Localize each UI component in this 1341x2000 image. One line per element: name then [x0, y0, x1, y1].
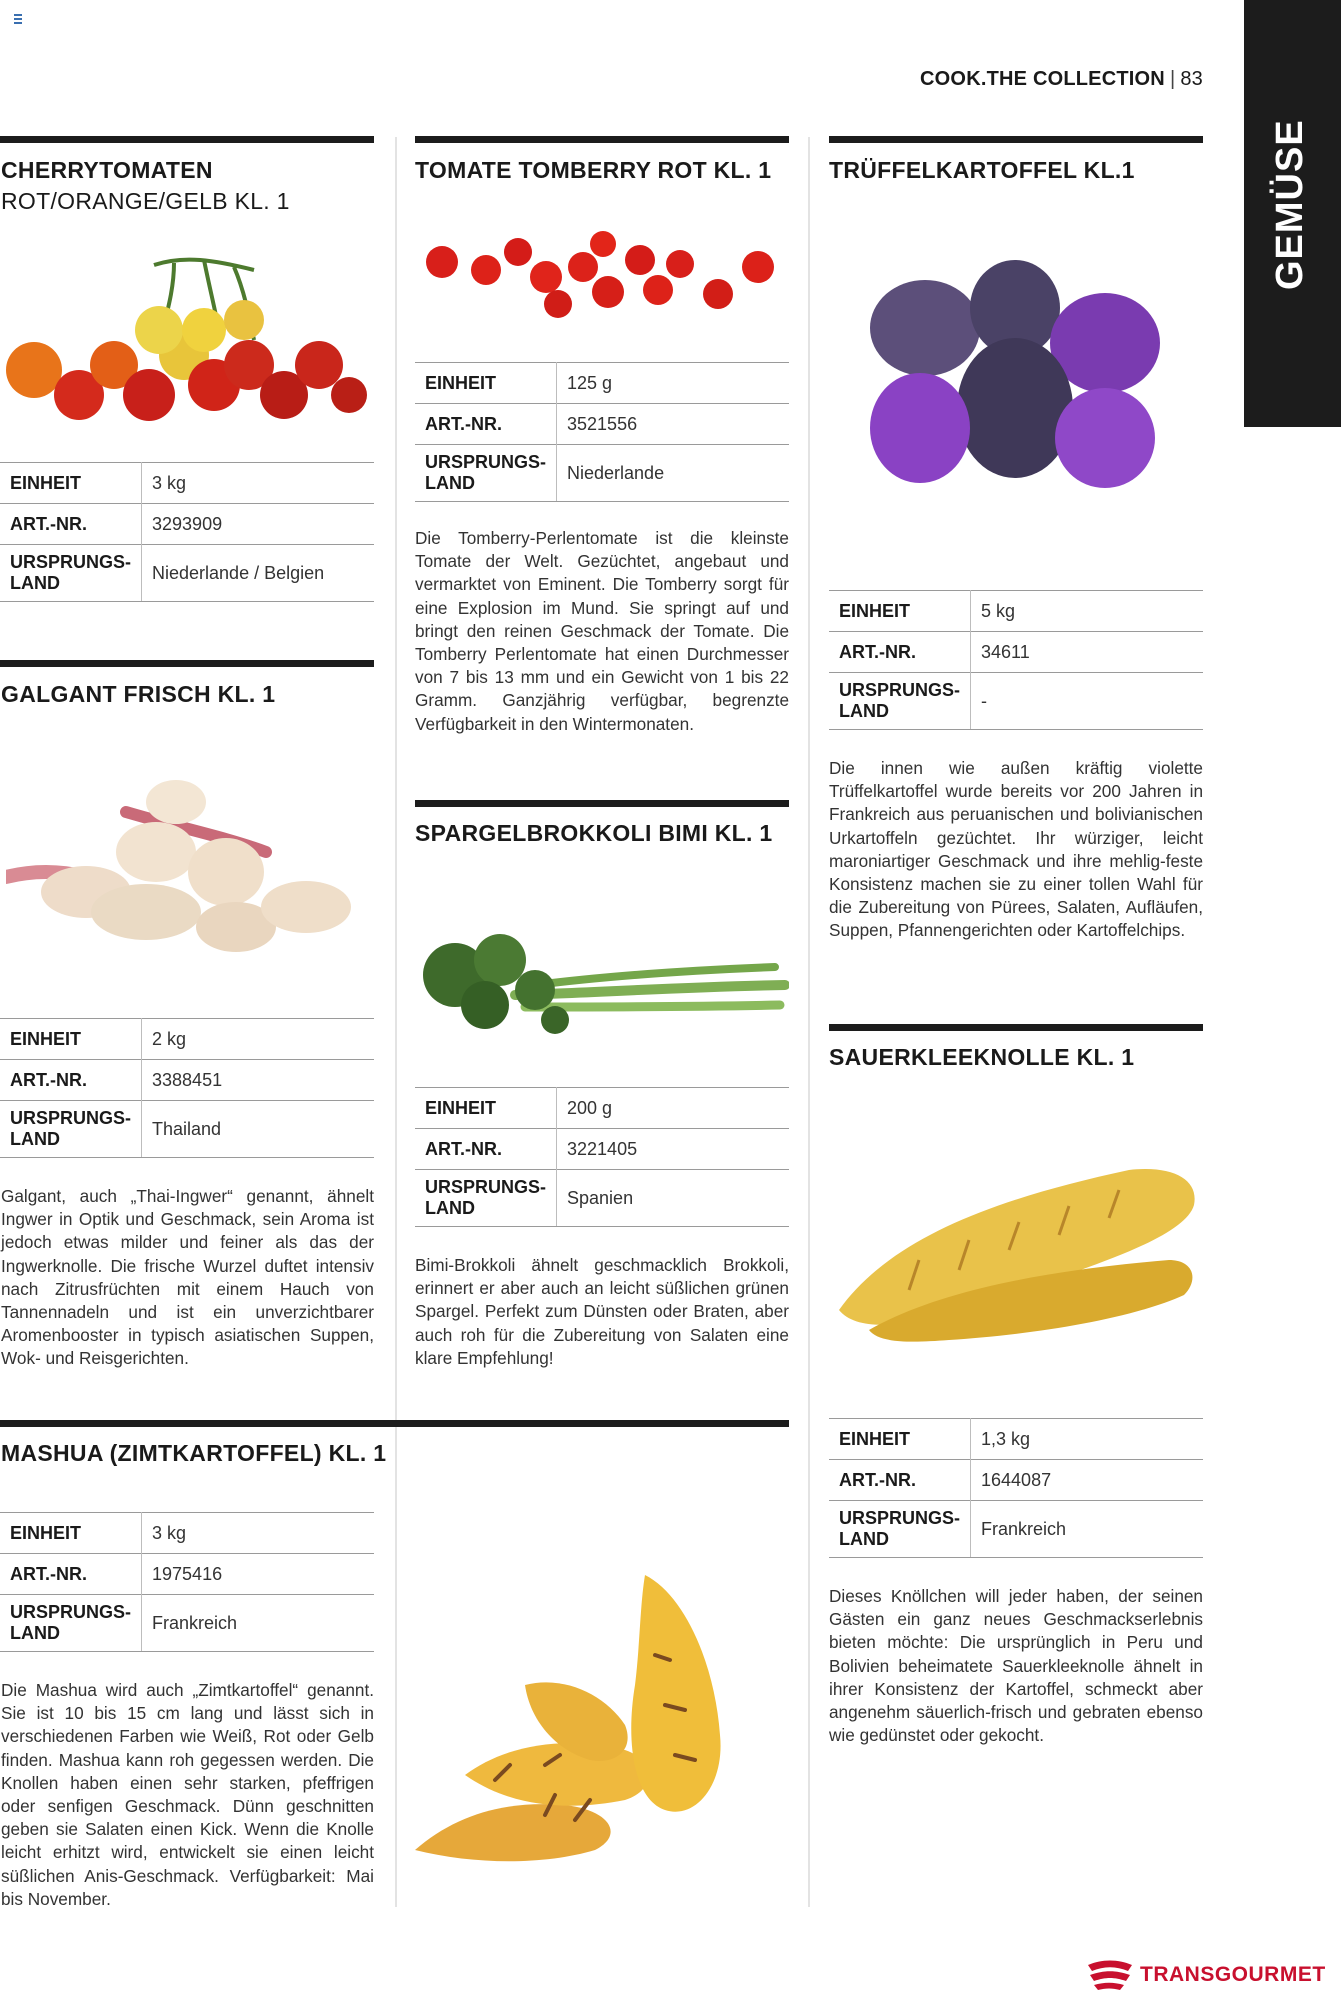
product-title-text: CHERRYTOMATEN — [1, 157, 213, 183]
product-title-trueffel: TRÜFFELKARTOFFEL KL.1 — [829, 157, 1135, 183]
value-unit: 200 g — [557, 1088, 789, 1129]
section-bar — [829, 136, 1203, 143]
value-unit: 3 kg — [142, 1513, 374, 1554]
spec-table-trueffel — [829, 590, 1203, 730]
spec-table-mashua — [0, 1512, 374, 1652]
label-origin: URSPRUNGS- LAND — [829, 673, 971, 730]
label-unit: EINHEIT — [0, 463, 142, 504]
galangal-image — [6, 742, 372, 962]
mashua-image — [395, 1565, 790, 1865]
product-description-galgant: Galgant, auch „Thai-Ingwer“ genannt, ähnelt Ingwer in Optik und Geschmack, sein Aroma ist jedoch etwas milder und feiner als das der Ingwerknolle. Die frische Wurzel duftet intensiv nach Zitrusfrüchten mit einem Hauch von Tannennadeln und ist ein unverzichtbarer Aromenbooster in typisch asiatischen Suppen, Wok- und Reisgerichten. — [1, 1186, 374, 1369]
value-origin: Frankreich — [142, 1595, 374, 1652]
label-art: ART.-NR. — [415, 1129, 557, 1170]
category-tab — [1244, 0, 1341, 427]
label-origin: URSPRUNGS- LAND — [0, 1595, 142, 1652]
value-art: 1975416 — [142, 1554, 374, 1595]
value-unit: 5 kg — [971, 591, 1203, 632]
value-art: 3388451 — [142, 1060, 374, 1101]
label-origin: URSPRUNGS- LAND — [415, 1170, 557, 1227]
category-tab-label: GEMÜSE — [1269, 119, 1311, 290]
spec-table-sauerklee — [829, 1418, 1203, 1558]
product-description-mashua: Die Mashua wird auch „Zimtkartoffel“ genannt. Sie ist 10 bis 15 cm lang und lässt sich in verschiedenen Farben wie Weiß, Rot oder Gelb finden. Mashua kann roh gegessen werden. Die Knollen haben einen sehr starken, pfeffrigen oder senfigen Geschmack. Dünn geschnitten geben sie Salaten einen Kick. Wenn die Knolle leicht erhitzt wird, entwickelt sie einen leicht süßlichen Anis-Geschmack. Verfügbarkeit: Mai bis November. — [1, 1680, 374, 1909]
tomberry-image — [418, 222, 788, 322]
value-unit: 2 kg — [142, 1019, 374, 1060]
label-origin: URSPRUNGS- LAND — [415, 445, 557, 502]
menu-icon[interactable] — [14, 14, 22, 26]
section-bar — [0, 1420, 789, 1427]
label-unit: EINHEIT — [415, 1088, 557, 1129]
column-divider — [808, 137, 810, 1907]
label-unit: EINHEIT — [0, 1513, 142, 1554]
label-origin: URSPRUNGS- LAND — [829, 1501, 971, 1558]
value-art: 1644087 — [971, 1460, 1203, 1501]
product-description-tomberry: Die Tomberry-Perlentomate ist die kleinste Tomate der Welt. Gezüchtet, angebaut und vermarktet von Eminent. Die Tomberry sorgt für eine Explosion im Mund. Sie springt auf und bringt den reinen Geschmack der Tomate. Die Tomberry Perlentomate hat einen Durchmesser von 7 bis 13 mm und ein Gewicht von 1 bis 22 Gramm. Ganzjährig verfügbar, begrenzte Verfügbarkeit in den Wintermonaten. — [415, 528, 789, 734]
section-bar — [415, 800, 789, 807]
page-number: 83 — [1180, 68, 1203, 90]
header-separator: | — [1169, 68, 1176, 90]
label-art: ART.-NR. — [0, 1060, 142, 1101]
spec-table-tomberry — [415, 362, 789, 502]
label-unit: EINHEIT — [829, 591, 971, 632]
spec-table-galgant — [0, 1018, 374, 1158]
label-art: ART.-NR. — [829, 1460, 971, 1501]
section-bar — [829, 1024, 1203, 1031]
value-origin: - — [971, 673, 1203, 730]
label-art: ART.-NR. — [0, 1554, 142, 1595]
value-art: 34611 — [971, 632, 1203, 673]
section-bar — [0, 136, 374, 143]
value-art: 3521556 — [557, 404, 789, 445]
truffle-potato-image — [865, 258, 1165, 508]
value-art: 3293909 — [142, 504, 374, 545]
oca-tuber-image — [829, 1140, 1203, 1350]
brand-name: TRANSGOURMET — [1140, 1963, 1326, 1986]
label-unit: EINHEIT — [0, 1019, 142, 1060]
product-title-cherry — [1, 155, 290, 217]
product-description-trueffel: Die innen wie außen kräftig violette Trüffelkartoffel wurde bereits vor 200 Jahren in Frankreich aus peruanischen und bolivianischen Urkartoffeln gezüchtet. Ihr würziger, leicht maroniartiger Geschmack und ihre mehlig-feste Konsistenz machen sie zu einer tollen Wahl für die Zubereitung von Pürees, Salaten, Aufläufen, Suppen, Pfannengerichten oder Kartoffelchips. — [829, 758, 1203, 941]
collection-name: COOK.THE COLLECTION — [920, 68, 1165, 90]
value-origin: Niederlande / Belgien — [142, 545, 374, 602]
section-bar — [415, 136, 789, 143]
value-origin: Niederlande — [557, 445, 789, 502]
label-art: ART.-NR. — [829, 632, 971, 673]
bimi-broccoli-image — [415, 925, 789, 1045]
value-unit: 125 g — [557, 363, 789, 404]
cherry-tomato-image — [4, 245, 370, 425]
value-unit: 1,3 kg — [971, 1419, 1203, 1460]
value-origin: Spanien — [557, 1170, 789, 1227]
product-title-sauerklee: SAUERKLEEKNOLLE KL. 1 — [829, 1044, 1135, 1070]
product-title-mashua: MASHUA (ZIMTKARTOFFEL) KL. 1 — [1, 1440, 387, 1466]
value-art: 3221405 — [557, 1129, 789, 1170]
product-description-bimi: Bimi-Brokkoli ähnelt geschmacklich Brokkoli, erinnert er aber auch an leicht süßlichen grünen Spargel. Perfekt zum Dünsten oder Braten, aber auch roh für die Zubereitung von Salaten eine klare Empfehlung! — [415, 1255, 789, 1368]
page-header — [920, 68, 1203, 91]
product-title-bimi: SPARGELBROKKOLI BIMI KL. 1 — [415, 820, 773, 846]
product-title-galgant: GALGANT FRISCH KL. 1 — [1, 681, 276, 707]
label-origin: URSPRUNGS- LAND — [0, 1101, 142, 1158]
product-description-sauerklee: Dieses Knöllchen will jeder haben, der seinen Gästen ein ganz neues Geschmackserlebnis bieten möchte: Die ursprünglich in Peru und Bolivien beheimatete Sauerkleeknolle ähnelt in ihrer Konsistenz der Kartoffel, schmeckt aber angenehm säuerlich-frisch und gebraten ebenso wie gedünstet oder gekocht. — [829, 1586, 1203, 1746]
transgourmet-logo — [1084, 1957, 1326, 1993]
value-origin: Thailand — [142, 1101, 374, 1158]
logo-mark-icon — [1084, 1957, 1134, 1993]
section-bar — [0, 660, 374, 667]
label-origin: URSPRUNGS- LAND — [0, 545, 142, 602]
label-unit: EINHEIT — [415, 363, 557, 404]
label-art: ART.-NR. — [415, 404, 557, 445]
value-unit: 3 kg — [142, 463, 374, 504]
product-subtitle: ROT/ORANGE/GELB KL. 1 — [1, 188, 290, 214]
label-unit: EINHEIT — [829, 1419, 971, 1460]
value-origin: Frankreich — [971, 1501, 1203, 1558]
spec-table-bimi — [415, 1087, 789, 1227]
spec-table-cherry — [0, 462, 374, 602]
label-art: ART.-NR. — [0, 504, 142, 545]
product-title-tomberry: TOMATE TOMBERRY ROT KL. 1 — [415, 157, 772, 183]
